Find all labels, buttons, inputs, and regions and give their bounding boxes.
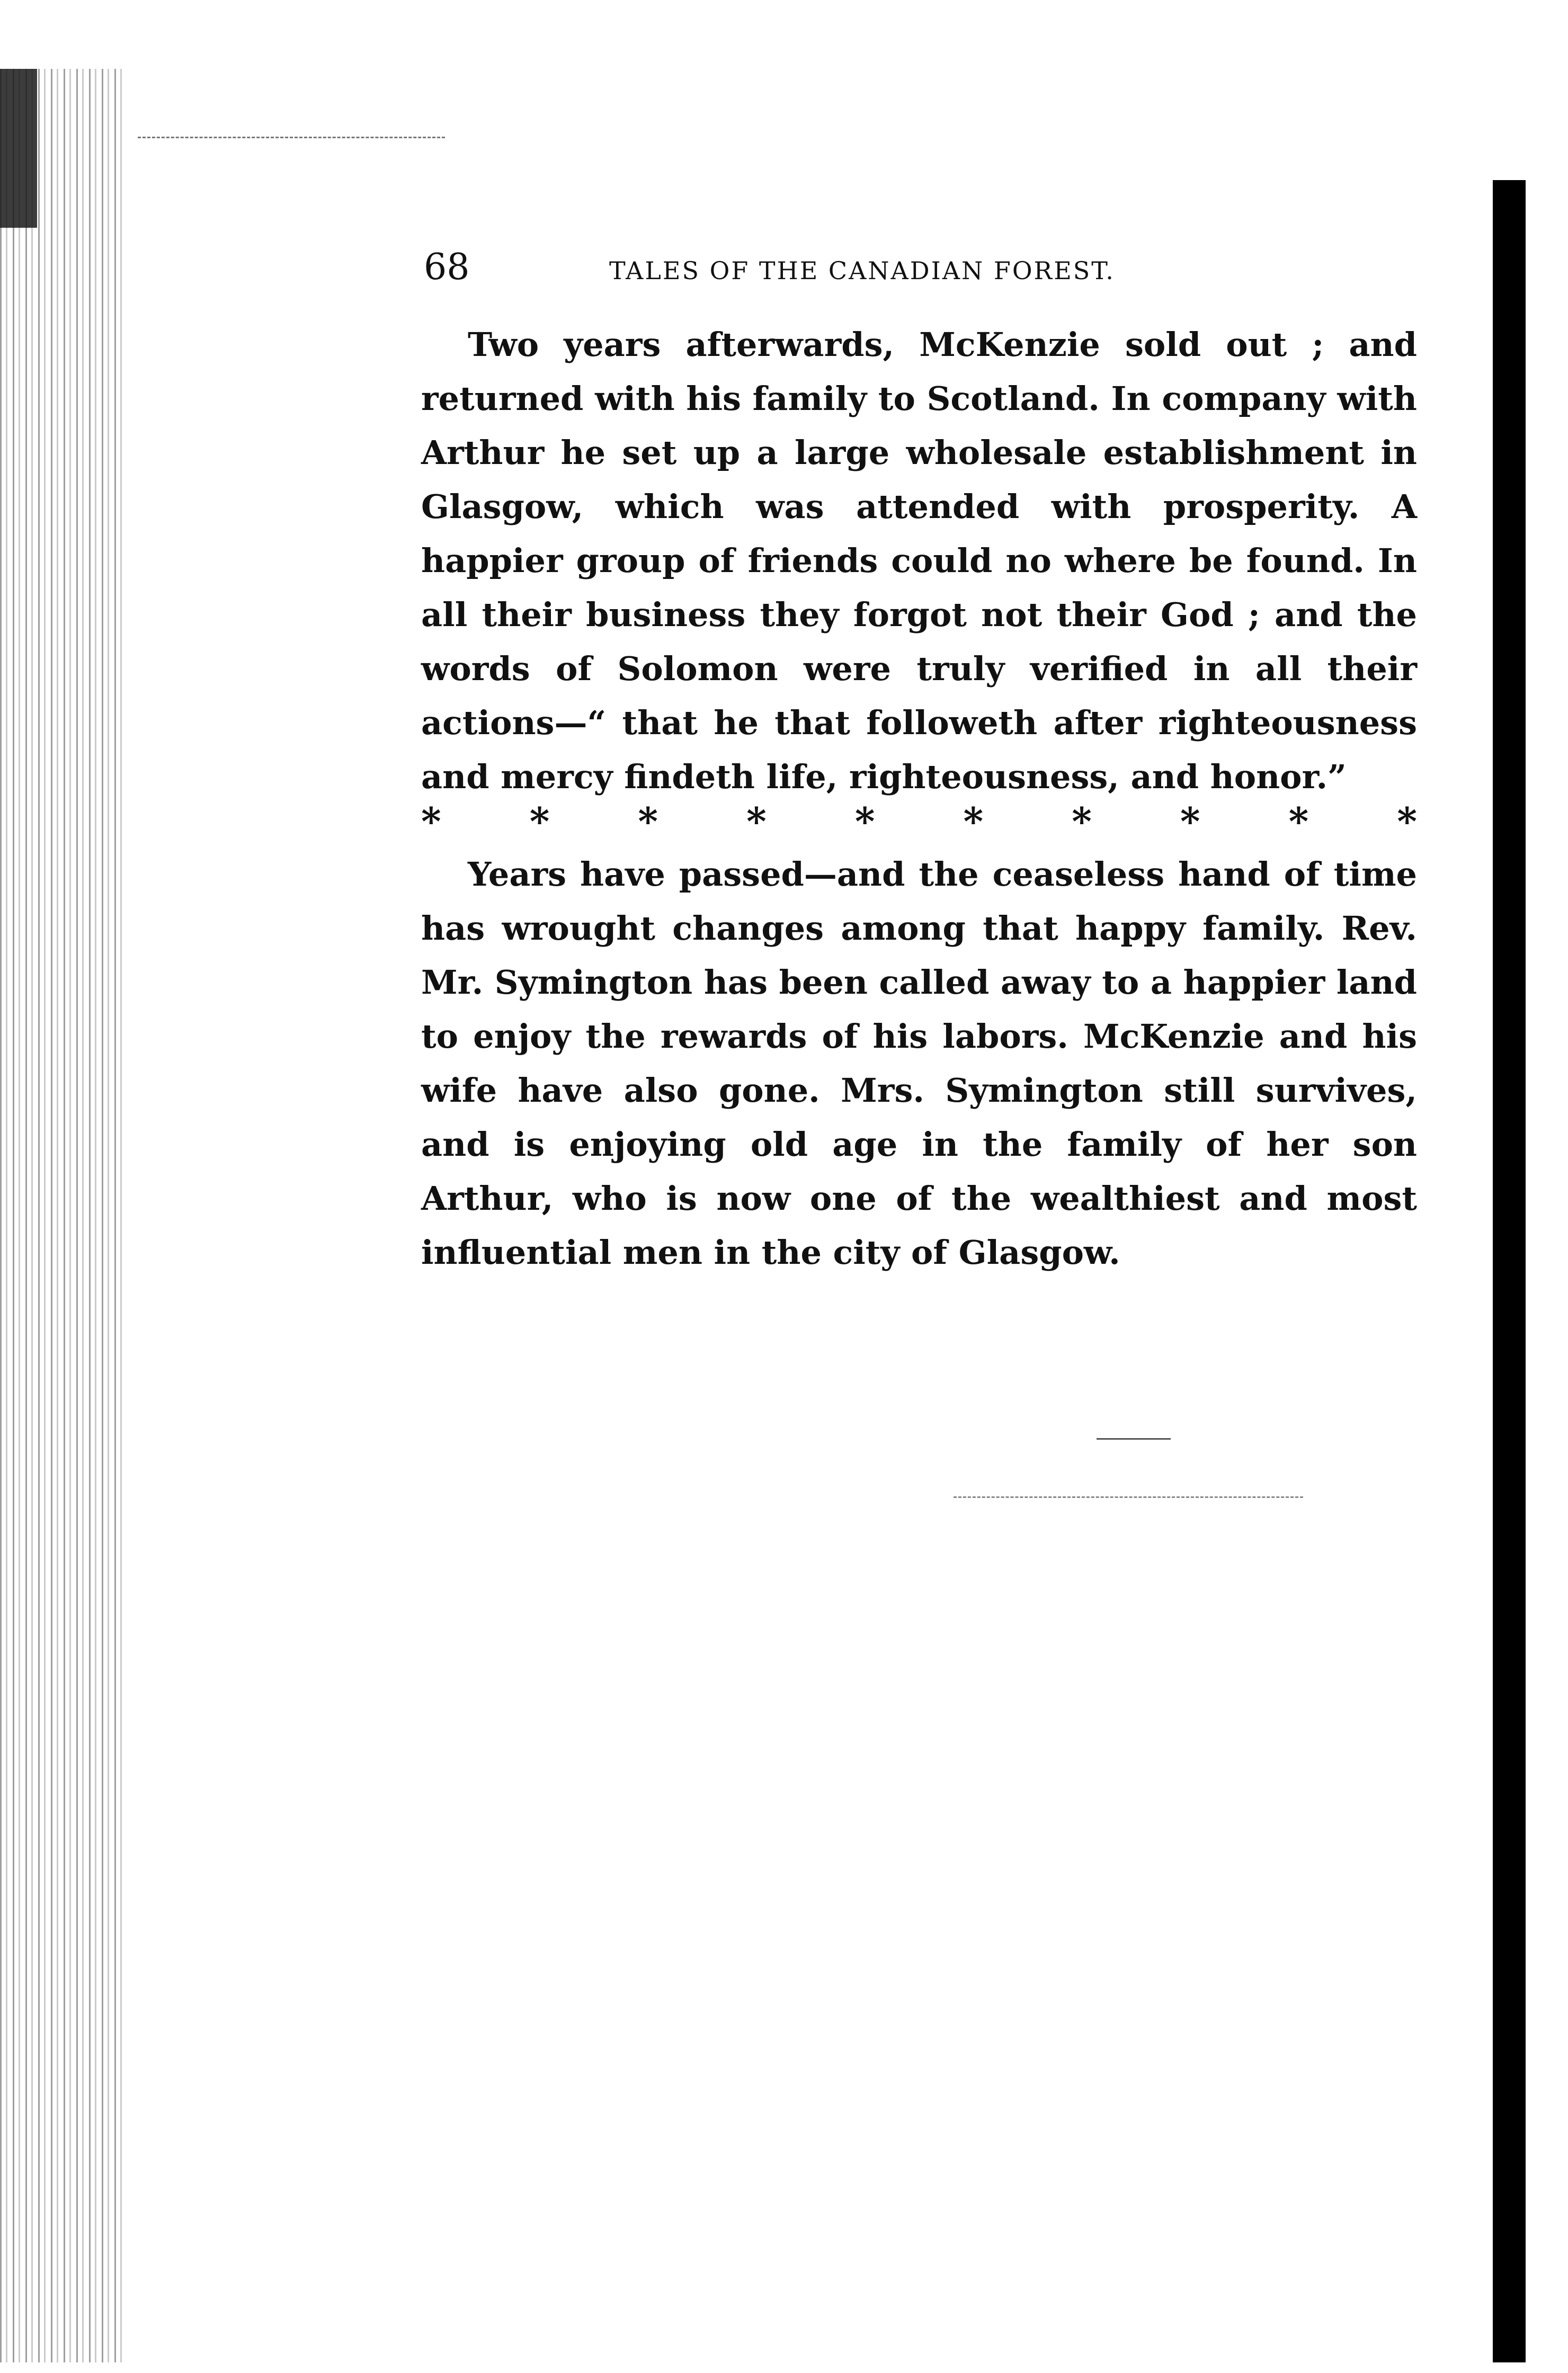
- separator-star: *: [638, 798, 658, 844]
- scan-binding-gutter: [0, 69, 122, 2362]
- separator-star: *: [1288, 798, 1309, 844]
- running-head: TALES OF THE CANADIAN FOREST.: [609, 256, 1115, 285]
- separator-star: *: [421, 798, 441, 844]
- page-header: [424, 244, 1414, 291]
- scan-mark-rule: [954, 1496, 1303, 1498]
- separator-star: *: [1072, 798, 1092, 844]
- separator-star: *: [1180, 798, 1200, 844]
- body-paragraph-2: Years have passed—and the ceaseless hand of time has wrought changes among that happy family. Rev. Mr. Symington has been called away to a happier land to enjoy the rewards of his labors. McKenzie and his wife have also gone. Mrs. Symington still survives, and is enjoying old age in the family of her son Arthur, who is now one of the wealthiest and most influential men in the city of Glasgow.: [421, 855, 1417, 1272]
- scan-binding-shadow: [0, 69, 37, 228]
- separator-star: *: [1397, 798, 1417, 844]
- section-separator: [421, 795, 1417, 848]
- scan-mark-rule: [1097, 1438, 1171, 1440]
- scan-edge-bar: [1493, 180, 1526, 2362]
- separator-star: *: [963, 798, 984, 844]
- body-paragraph-1: Two years afterwards, McKenzie sold out ; and returned with his family to Scotland. In company with Arthur he set up a large wholesale establishment in Glasgow, which was attended with prosperity. A happier group of friends could no where be found. In all their business they forgot not their God ; and the words of Solomon were truly verified in all their actions—“ that he that followeth after righteousness and mercy findeth life, righteousness, and honor.”: [421, 325, 1417, 796]
- separator-star: *: [529, 798, 550, 844]
- separator-star: *: [854, 798, 875, 844]
- separator-star: *: [746, 798, 767, 844]
- scan-top-rule: [138, 137, 445, 138]
- page-number: 68: [424, 246, 470, 288]
